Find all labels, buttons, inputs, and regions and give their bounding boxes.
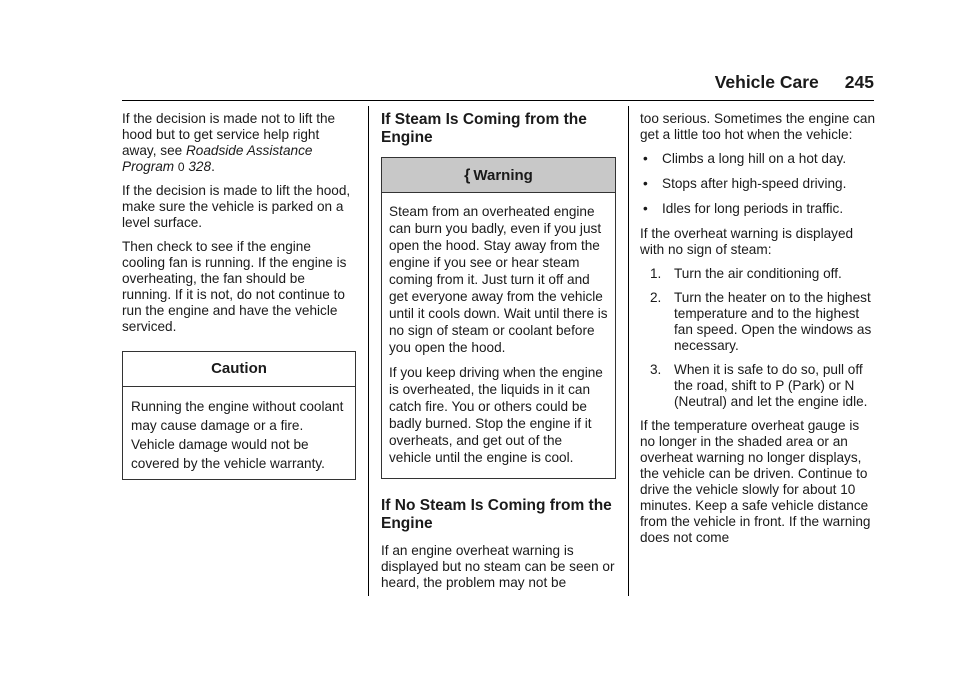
list-item: 1. Turn the air conditioning off. (650, 266, 842, 281)
caution-title: Caution (123, 352, 355, 387)
column-divider-2 (628, 106, 629, 596)
list-item: • Stops after high-speed driving. (643, 176, 847, 191)
heading-no-steam: If No Steam Is Coming from the Engine (381, 497, 612, 532)
list-item: • Idles for long periods in traffic. (643, 201, 844, 216)
paragraph-lift-hood: If the decision is made to lift the hood, make sure the vehicle is parked on a level surface. (122, 183, 351, 230)
page-number: 245 (844, 72, 874, 92)
bullet-icon: • (643, 201, 648, 216)
warning-paragraph-2: If you keep driving when the engine is overheated, the liquids in it can catch fire. You or others could be badly burned. Stop the engine if it overheats, and get out of the vehicle until the engine is cool. (389, 365, 603, 465)
paragraph-cooling-fan: Then check to see if the engine cooling fan is running. If the engine is overheating, the fan should be running. If it is not, do not continue to run the engine and have the vehicle serviced. (122, 239, 347, 334)
page-reference[interactable]: 328 (188, 159, 212, 174)
paragraph-overheat-warning: If the overheat warning is displayed with no sign of steam: (640, 226, 854, 257)
list-item: 2. Turn the heater on to the highest temperature and to the highest fan speed. Open the windows as necessary. (650, 290, 872, 353)
paragraph-roadside: If the decision is made not to lift the hood but to get service help right away, see Roadside Assistance Program 0 328. (122, 111, 336, 174)
list-item: • Climbs a long hill on a hot day. (643, 151, 847, 166)
section-title: Vehicle Care (714, 72, 819, 92)
header-rule (122, 100, 874, 101)
steps-list (640, 266, 876, 410)
column-1 (122, 111, 356, 480)
roadside-assistance-link[interactable]: Roadside Assistance Program (122, 143, 313, 174)
column-3 (640, 111, 876, 554)
warning-box (381, 157, 616, 479)
warning-icon: { (464, 167, 471, 184)
list-item: 3. When it is safe to do so, pull off the road, shift to P (Park) or N (Neutral) and let the engine idle. (650, 362, 868, 409)
column-2 (381, 111, 616, 599)
caution-box (122, 351, 356, 480)
heading-steam: If Steam Is Coming from the Engine (381, 111, 587, 146)
page-reference-icon: 0 (177, 160, 185, 174)
paragraph-no-steam: If an engine overheat warning is displayed but no steam can be seen or heard, the problem may not be (381, 543, 615, 590)
paragraph-gauge: If the temperature overheat gauge is no longer in the shaded area or an overheat warning no longer displays, the vehicle can be driven. Continue to drive the vehicle slowly for about 10 minutes. Keep a safe vehicle distance from the vehicle in front. If the warning does not come (640, 418, 871, 545)
bullet-list (640, 151, 876, 217)
page-header (715, 74, 874, 90)
caution-body: Running the engine without coolant may cause damage or a fire. Vehicle damage would not be covered by the vehicle warranty. (131, 399, 344, 471)
bullet-icon: • (643, 176, 648, 191)
warning-title: { Warning (382, 158, 615, 193)
column-divider-1 (368, 106, 369, 596)
warning-body (382, 193, 615, 478)
warning-paragraph-1: Steam from an overheated engine can burn you badly, even if you just open the hood. Stay away from the engine if you see or hear steam coming from it. Just turn it off and get everyone away from the vehicle until it cools down. Wait until there is no sign of steam or coolant before you open the hood. (389, 204, 608, 355)
paragraph-too-hot: too serious. Sometimes the engine can get a little too hot when the vehicle: (640, 111, 876, 142)
bullet-icon: • (643, 151, 648, 166)
